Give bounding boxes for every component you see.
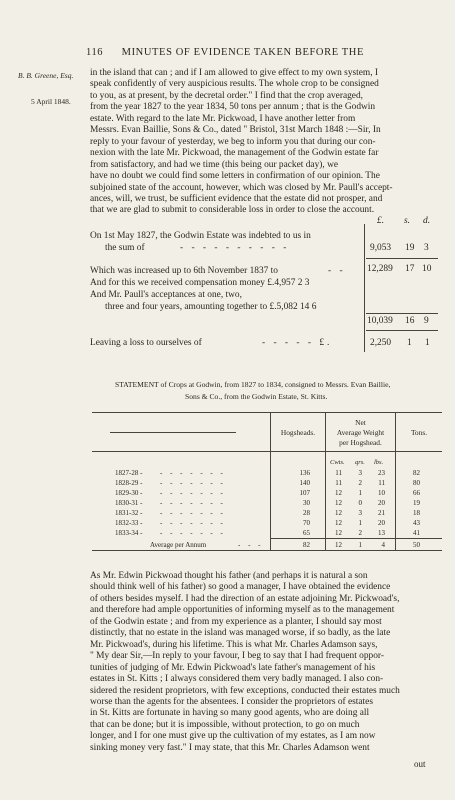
- sum-rule: [366, 313, 438, 314]
- text-line: and therefore had ample opportunities of informing myself as to the management: [90, 605, 395, 616]
- cell-lbs: 20: [378, 519, 385, 527]
- cell-hogsheads: 30: [303, 499, 310, 507]
- average-rule: [270, 538, 442, 539]
- statement-title-line1: STATEMENT of Crops at Godwin, from 1827 to 1834, consigned to Messrs. Evan Baillie,: [115, 380, 391, 389]
- amount-pounds: 2,250: [370, 338, 392, 348]
- text-line: sinking money very fast." I may state, that this Mr. Charles Adamson went: [90, 742, 370, 753]
- text-line: estates in St. Kitts ; I always considered them very badly managed. I also con-: [90, 674, 384, 685]
- text-line: that we are glad to submit to considerable loss in order to close the account.: [90, 205, 375, 216]
- cell-cwts: 12: [335, 519, 342, 527]
- cell-cwts: 12: [335, 499, 342, 507]
- account-divider: [364, 224, 365, 352]
- cell-qrs: 1: [358, 489, 362, 497]
- account-line-4b: three and four years, amounting together to £.5,082 14 6: [105, 302, 317, 312]
- average-label: Average per Annum: [150, 541, 207, 549]
- table-top-rule: [92, 412, 442, 413]
- row-year: 1831-32 -: [115, 509, 143, 517]
- col-divider: [395, 412, 396, 550]
- text-line: distinctly, that no estate in the island was managed worse, if so badly, as the late: [90, 628, 391, 639]
- unit-qrs: qrs.: [355, 459, 365, 466]
- text-line: have no doubt we could find some letters in confirmation of our opinion. The: [90, 171, 380, 182]
- header-tons: Tons.: [410, 428, 428, 437]
- stub-rule: [110, 432, 236, 433]
- account-line-4a: And Mr. Paull's acceptances at one, two,: [90, 290, 242, 300]
- cell-qrs: 0: [358, 499, 362, 507]
- cell-hogsheads: 70: [303, 519, 310, 527]
- text-line: Mr. Pickwoad's, during his lifetime. This is what Mr. Charles Adamson says,: [90, 639, 378, 650]
- amount-pence: 1: [425, 338, 430, 348]
- text-line: speak confidently of very auspicious results. The whole crop to be consigned: [90, 79, 379, 90]
- cell-qrs: 3: [358, 469, 362, 477]
- cell-tons: 18: [413, 509, 420, 517]
- account-line-1a: On 1st May 1827, the Godwin Estate was indebted to us in: [90, 231, 311, 241]
- amount-shillings: 1: [407, 338, 412, 348]
- cell-cwts: 11: [335, 469, 342, 477]
- cell-tons: 82: [413, 469, 420, 477]
- text-line: sidered the resident proprietors, with few exceptions, conducted their estates much: [90, 685, 400, 696]
- text-line: worse than the agents for the absentees. I consider the proprietors of estates: [90, 696, 373, 707]
- col-pence-header: d.: [423, 216, 431, 226]
- leader-dots: - - - - - - -: [160, 519, 226, 527]
- cell-tons: 80: [413, 479, 420, 487]
- text-line: subjoined state of the account, however, which was closed by Mr. Paull's accept-: [90, 182, 393, 193]
- text-line: from satisfactory, and had we time (this being our packet day), we: [90, 159, 339, 170]
- margin-date: 5 April 1848.: [31, 97, 71, 106]
- text-line: should think well of his father) so good a manager, I have obtained the evidence: [90, 582, 391, 593]
- row-year: 1827-28 -: [115, 469, 143, 477]
- amount-pence: 9: [424, 316, 429, 326]
- cell-cwts: 12: [335, 529, 342, 537]
- col-divider: [325, 412, 326, 550]
- row-year: 1828-29 -: [115, 479, 143, 487]
- header-hogsheads: Hogsheads.: [280, 428, 316, 437]
- margin-witness: B. B. Greene, Esq.: [18, 71, 74, 80]
- cell-tons: 66: [413, 489, 420, 497]
- cell-lbs: 10: [378, 489, 385, 497]
- cell-lbs: 4: [381, 541, 385, 549]
- amount-pounds: 9,053: [370, 243, 392, 253]
- amount-pence: 3: [424, 243, 429, 253]
- leader-dots: - - -: [238, 541, 264, 549]
- amount-shillings: 17: [405, 264, 415, 274]
- cell-qrs: 2: [358, 479, 362, 487]
- cell-qrs: 2: [358, 529, 362, 537]
- cell-tons: 19: [413, 499, 420, 507]
- leader-dots: - - - - - £.: [262, 338, 333, 348]
- leader-dots: - - - - - - -: [160, 489, 226, 497]
- cell-lbs: 21: [378, 509, 385, 517]
- intro-paragraph: [90, 68, 436, 217]
- leader-dots: - - - - - - -: [160, 499, 226, 507]
- cell-hogsheads: 28: [303, 509, 310, 517]
- col-divider: [270, 412, 271, 550]
- text-line: of the Godwin estate ; and from my experience as a planter, I should say most: [90, 616, 382, 627]
- catchword: out: [414, 759, 426, 769]
- text-line: that can be done; but it is impossible, without protection, to go on much: [90, 719, 360, 730]
- account-line-3: And for this we received compensation money £.4,957 2 3: [90, 278, 310, 288]
- text-line: from the year 1827 to the year 1834, 50 tons per annum ; that is the Godwin: [90, 102, 376, 113]
- header-weight-1: Net: [355, 418, 366, 427]
- text-line: in St. Kitts are fortunate in having so many good agents, who are doing all: [90, 708, 370, 719]
- unit-cwts: Cwts.: [330, 459, 345, 466]
- statement-title-line2: Sons & Co., from the Godwin Estate, St. Kitts.: [185, 392, 328, 401]
- account-line-2: Which was increased up to 6th November 1837 to: [90, 266, 278, 276]
- text-line: Messrs. Evan Baillie, Sons & Co., dated " Bristol, 31st March 1848 :—Sir, In: [90, 125, 381, 136]
- header-title: MINUTES OF EVIDENCE TAKEN BEFORE THE: [121, 47, 364, 58]
- text-line: " My dear Sir,—In reply to your favour, I beg to say that I had frequent oppor-: [90, 651, 384, 662]
- text-line: tunities of judging of Mr. Edwin Pickwoad's late father's management of his: [90, 662, 376, 673]
- cell-lbs: 23: [378, 469, 385, 477]
- text-line: of others besides myself. I had the direction of an estate adjoining Mr. Pickwoad's,: [90, 593, 400, 604]
- amount-shillings: 19: [405, 243, 415, 253]
- cell-cwts: 11: [335, 479, 342, 487]
- cell-qrs: 1: [358, 541, 362, 549]
- row-year: 1830-31 -: [115, 499, 143, 507]
- table-header-rule: [92, 451, 442, 452]
- cell-cwts: 12: [335, 489, 342, 497]
- page-number: 116: [86, 47, 104, 58]
- table-bottom-rule: [92, 550, 442, 551]
- row-year: 1833-34 -: [115, 529, 143, 537]
- leader-dots: - - - - - - -: [160, 469, 226, 477]
- header-weight-3: per Hogshead.: [339, 438, 382, 447]
- cell-tons: 43: [413, 519, 420, 527]
- text-line: in the island that can ; and if I am allowed to give effect to my own system, I: [90, 68, 379, 78]
- text-line: reply to your favour of yesterday, we beg to inform you that during our con-: [90, 136, 376, 147]
- account-line-1b: the sum of: [105, 243, 145, 253]
- cell-hogsheads: 82: [303, 541, 310, 549]
- cell-cwts: 12: [335, 541, 342, 549]
- leader-dots: - - - - - - -: [160, 529, 226, 537]
- unit-lbs: lbs.: [374, 459, 384, 466]
- text-line: ances, will, we trust, be sufficient evidence that the estate did not prosper, and: [90, 193, 383, 204]
- amount-pence: 10: [422, 264, 432, 274]
- cell-tons: 41: [413, 529, 420, 537]
- cell-lbs: 13: [378, 529, 385, 537]
- col-shillings-header: s.: [404, 216, 410, 226]
- closing-paragraph: [90, 571, 436, 754]
- amount-pounds: 12,289: [367, 264, 393, 274]
- cell-qrs: 1: [358, 519, 362, 527]
- row-year: 1832-33 -: [115, 519, 143, 527]
- account-line-5: Leaving a loss to ourselves of: [90, 338, 202, 348]
- cell-lbs: 20: [378, 499, 385, 507]
- text-line: As Mr. Edwin Pickwoad thought his father (and perhaps it is natural a son: [90, 571, 368, 581]
- leader-dots: - - - - - - -: [160, 509, 226, 517]
- cell-hogsheads: 65: [303, 529, 310, 537]
- leader-dots: - - - - - - -: [160, 479, 226, 487]
- sum-rule: [366, 258, 438, 259]
- col-pounds-header: £.: [377, 216, 385, 226]
- text-line: estate. With regard to the late Mr. Pickwoad, I have another letter from: [90, 113, 356, 124]
- cell-cwts: 12: [335, 509, 342, 517]
- text-line: to you, as at present, by the decretal order." I find that the crop averaged,: [90, 90, 363, 101]
- running-header: [86, 47, 364, 58]
- cell-qrs: 3: [358, 509, 362, 517]
- amount-shillings: 16: [405, 316, 415, 326]
- cell-hogsheads: 140: [299, 479, 310, 487]
- cell-tons: 50: [413, 541, 420, 549]
- leader-dots: - - - - - - - - - -: [180, 243, 290, 253]
- text-line: nexion with the late Mr. Pickwoad, the management of the Godwin estate far: [90, 148, 379, 159]
- text-line: longer, and I for one must give up the cultivation of my estates, as I am now: [90, 731, 376, 742]
- sum-rule: [366, 330, 438, 331]
- cell-lbs: 11: [378, 479, 385, 487]
- leader-dots: - -: [328, 266, 346, 276]
- amount-pounds: 10,039: [367, 316, 393, 326]
- cell-hogsheads: 107: [299, 489, 310, 497]
- cell-hogsheads: 136: [299, 469, 310, 477]
- header-weight-2: Average Weight: [336, 428, 385, 437]
- row-year: 1829-30 -: [115, 489, 143, 497]
